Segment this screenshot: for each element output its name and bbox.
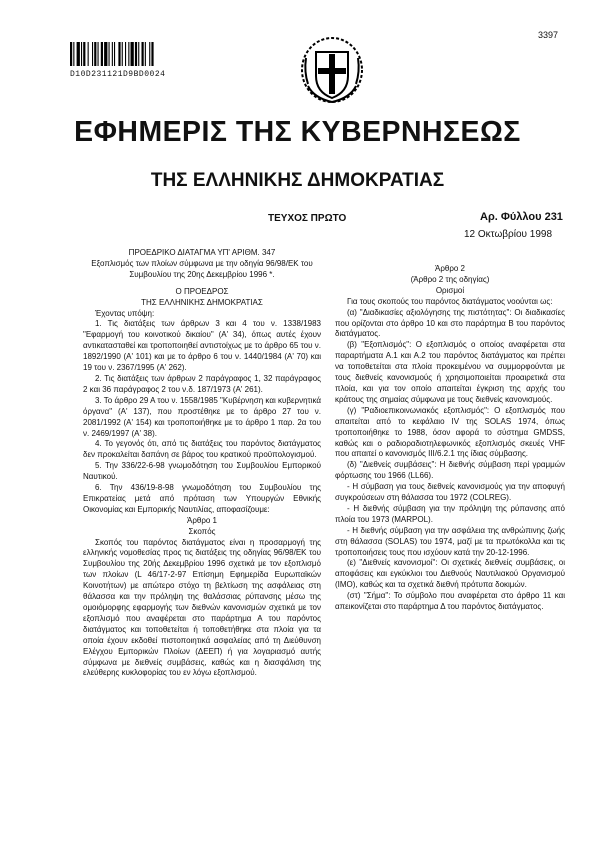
coat-of-arms-emblem: [300, 36, 364, 104]
paragraph: Εξοπλισμός των πλοίων σύμφωνα με την οδηγία 96/98/ΕΚ του Συμβουλίου της 20ης Δεκεμβρίου 1996 *.: [91, 258, 313, 279]
barcode-bar: [73, 42, 74, 66]
barcode-bar: [88, 42, 89, 66]
paragraph: Για τους σκοπούς του παρόντος διατάγματος νοούνται ως:: [347, 296, 553, 306]
barcode-bar: [145, 42, 146, 66]
paragraph: Έχοντας υπόψη:: [95, 308, 155, 318]
paragraph: Ορισμοί: [435, 285, 465, 295]
barcode-bar: [98, 42, 99, 66]
paragraph: - Η διεθνής σύμβαση για την ασφάλεια της ανθρώπινης ζωής στη θάλασσα (SOLAS) του 1974, μαζί με τα πρωτόκολλα και τις τροποποιήσεις τους που ισχύουν κατά την 20-12-1996.: [335, 525, 565, 557]
barcode-bar: [114, 42, 115, 66]
barcode-bar: [94, 42, 96, 66]
issue-type: ΤΕΥΧΟΣ ΠΡΩΤΟ: [268, 213, 347, 224]
gazette-title: ΕΦΗΜΕΡΙΣ ΤΗΣ ΚΥΒΕΡΝΗΣΕΩΣ: [74, 116, 521, 148]
paragraph: (δ) "Διεθνείς συμβάσεις": Η διεθνής σύμβαση περί γραμμών φόρτωσης του 1966 (LL66).: [335, 460, 565, 481]
barcode-bar: [83, 42, 85, 66]
paragraph: - Η σύμβαση για τους διεθνείς κανονισμούς για την αποφυγή συγκρούσεων στη θάλασσα του 1972 (COLREG).: [335, 482, 565, 503]
paragraph: 2. Τις διατάξεις των άρθρων 2 παράγραφος 1, 32 παράγραφος 2 και 36 παράγραφος 2 του ν.δ. 187/1973 (Α' 261).: [83, 373, 321, 394]
barcode-bar: [138, 42, 139, 66]
barcode-bar: [122, 42, 123, 66]
right-text-column: [335, 264, 565, 613]
page-number: 3397: [538, 30, 559, 40]
barcode-bar: [112, 42, 113, 66]
paragraph: ΠΡΟΕΔΡΙΚΟ ΔΙΑΤΑΓΜΑ ΥΠ' ΑΡΙΘΜ. 347: [128, 248, 276, 257]
barcode-bar: [131, 42, 134, 66]
paragraph: (στ) "Σήμα": Το σύμβολο που αναφέρεται στο άρθρο 11 και απεικονίζεται στο παράρτημα Δ του παρόντος διατάγματος.: [335, 591, 565, 612]
paragraph: 5. Την 336/22-6-98 γνωμοδότηση του Συμβουλίου Εμπορικού Ναυτικού.: [83, 461, 321, 482]
paragraph: Σκοπός του παρόντος διατάγματος είναι η προσαρμογή της ελληνικής νομοθεσίας προς τις διατάξεις της οδηγίας 96/98/ΕΚ του Συμβουλίου της 20ής Δεκεμβρίου 1996 σχετικά με τον εξοπλισμό των πλοίων (L 46/17-2-97 Επίσημη Εφημερίδα Ευρωπαϊκών Κοινοτήτων) με απώτερο στόχο τη βελτίωση της ασφάλειας στη θάλασσα και την πρόληψη της θαλάσσιας ρύπανσης μέσω της ομοιόμορφης εφαρμογής των διεθνών κανονισμών σχετικά με τον εξοπλισμό που αναφέρεται στο παράρτημα Α του παρόντος διατάγματος και τοποθετείται ή τοποθετήθηκε στα πλοία για τα οποία έχουν εκδοθεί πιστοποιητικά ασφαλείας από τη Διεύθυνση Ελέγχου Εμπορικών Πλοίων (ΔΕΕΠ) ή για λογαριασμό αυτής σύμφωνα με διεθνείς συμβάσεις, καθώς και η διασφάλιση της ελεύθερης κυκλοφορίας του εν λόγω εξοπλισμού.: [83, 537, 321, 678]
left-text-column: [83, 248, 321, 679]
barcode: [70, 42, 220, 66]
barcode-bar: [77, 42, 80, 66]
paragraph: 4. Το γεγονός ότι, από τις διατάξεις του παρόντος διατάγματος δεν προκαλείται δαπάνη σε βάρος του κρατικού προϋπολογισμού.: [83, 439, 321, 460]
barcode-bar: [142, 42, 144, 66]
barcode-bar: [151, 42, 153, 66]
paragraph: Άρθρο 2: [434, 264, 465, 273]
barcode-bar: [118, 42, 120, 66]
gazette-subtitle: ΤΗΣ ΕΛΛΗΝΙΚΗΣ ΔΗΜΟΚΡΑΤΙΑΣ: [150, 170, 445, 191]
sheet-number: Αρ. Φύλλου 231: [480, 211, 563, 223]
paragraph: (α) "Διαδικασίες αξιολόγησης της πιστότητας": Οι διαδικασίες που ορίζονται στο άρθρο 10 και στο παράρτημα Β του παρόντος διατάγματος.: [335, 307, 565, 339]
paragraph: (ε) "Διεθνείς κανονισμοί": Οι σχετικές διεθνείς συμβάσεις, οι αποφάσεις και εγκύκλιοι του Διεθνούς Ναυτιλιακού Οργανισμού (IMO), καθώς και τα σχετικά διεθνή πρότυπα δοκιμών.: [335, 558, 565, 590]
barcode-bar: [70, 42, 72, 66]
barcode-bar: [149, 42, 150, 66]
paragraph: Σκοπός: [188, 526, 216, 536]
barcode-number: D10D231121D9BD0024: [70, 70, 166, 79]
paragraph: 3. Το άρθρο 29 Α του ν. 1558/1985 "Κυβέρνηση και κυβερνητικά όργανα" (Α' 137), που προστέθηκε με το άρθρο 27 του ν. 2081/1992 (Α' 154) και τροποποιήθηκε με το άρθρο 1 παρ. 2α του ν. 2469/1997 (Α' 38).: [83, 395, 321, 438]
barcode-bar: [109, 42, 110, 66]
paragraph: (Άρθρο 2 της οδηγίας): [410, 274, 490, 284]
barcode-bar: [128, 42, 129, 66]
paragraph: (γ) "Ραδιοεπικοινωνιακός εξοπλισμός": Ο εξοπλισμός που απαιτείται από το κεφάλαιο IV της SOLAS 1974, όπως τροποποιήθηκε το 1988, όσον αφορά το σύστημα GMDSS, καθώς και ο ραδιοραδιοτηλεφωνικός εξοπλισμός σκευές VHF που απαιτεί ο κανονισμός III/6.2.1 της ίδιας σύμβασης.: [335, 405, 565, 459]
paragraph: 6. Την 436/19-8-98 γνωμοδότηση του Συμβουλίου της Επικρατείας μετά από πρόταση των Υπουργών Εθνικής Οικονομίας και Εμπορικής Ναυτιλίας, αποφασίζουμε:: [83, 483, 321, 514]
paragraph: (β) "Εξοπλισμός": Ο εξοπλισμός ο οποίος αναφέρεται στα παραρτήματα Α.1 και Α.2 του παρόντος διατάγματος και πρέπει να τοποθετείται στα πλοία προκειμένου να συμμορφούνται με τους διεθνείς κανονισμούς ή χρησιμοποιείται προαιρετικά στα πλοία, και για τον οποίο απαιτείται έγκριση της αρχής του κράτους της σημαίας σύμφωνα με τους διεθνείς κανονισμούς.: [335, 340, 565, 404]
paragraph: Ο ΠΡΟΕΔΡΟΣ: [175, 286, 229, 296]
barcode-bar: [81, 42, 82, 66]
paragraph: ΤΗΣ ΕΛΛΗΝΙΚΗΣ ΔΗΜΟΚΡΑΤΙΑΣ: [141, 297, 263, 307]
barcode-bar: [92, 42, 93, 66]
barcode-bar: [101, 42, 103, 66]
paragraph: - Η διεθνής σύμβαση για την πρόληψη της ρύπανσης από πλοία του 1973 (MARPOL).: [335, 503, 565, 524]
paragraph: 1. Τις διατάξεις των άρθρων 3 και 4 του ν. 1338/1983 "Εφαρμογή του κοινοτικού δικαίου" (Α' 34), όπως αυτές έχουν αντικατασταθεί και τροποποιηθεί αντιστοίχως με το άρθρο 65 του ν. 1892/1990 (Α' 101) και με το άρθρο 6 του ν. 1440/1984 (Α' 70) και 19 του ν. 2367/1995 (Α' 262).: [83, 319, 321, 373]
barcode-bar: [135, 42, 137, 66]
paragraph: Άρθρο 1: [186, 515, 217, 525]
barcode-bar: [125, 42, 126, 66]
barcode-bar: [104, 42, 107, 66]
issue-date: 12 Οκτωβρίου 1998: [464, 229, 553, 240]
